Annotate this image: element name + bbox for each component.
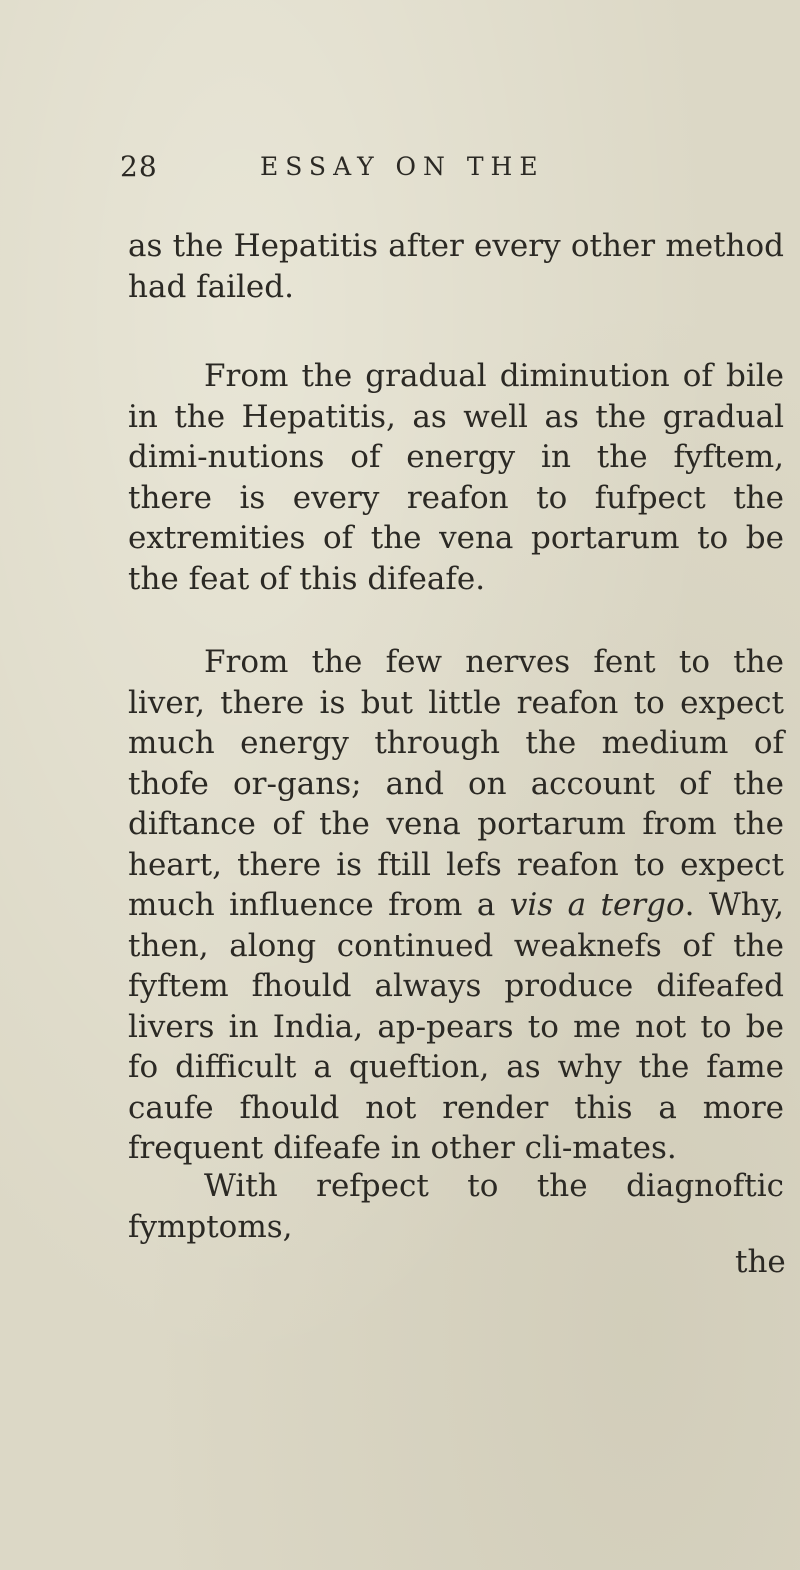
paragraph-1: as the Hepatitis after every other method had failed. <box>128 228 784 305</box>
paragraph-4: With refpect to the diagnoftic fymptoms, <box>128 1168 784 1245</box>
catchword: the <box>735 1244 786 1280</box>
paragraph-2: From the gradual diminution of bile in the Hepatitis, as well as the gradual dimi-nutions of energy in the fyftem, there is every reafon to fufpect the extremities of the vena portarum to be the feat of this difeafe. <box>128 358 784 597</box>
running-head: ESSAY ON THE <box>260 152 545 181</box>
paragraph-3: From the few nerves fent to the liver, there is but little reafon to expect much energy through the medium of thofe or-gans; and on account of the diftance of the vena portarum from the heart, there is ftill lefs reafon to expect much influence from a vis a tergo. Why, then, along continued weaknefs of the fyftem fhould always produce difeafed livers in India, ap-pears to me not to be fo difficult a queftion, as why the fame caufe fhould not render this a more frequent difeafe in other cli-mates. <box>128 644 785 1166</box>
page-number: 28 <box>120 150 158 183</box>
latin-phrase: vis a tergo <box>509 887 685 923</box>
page-header <box>120 150 720 190</box>
